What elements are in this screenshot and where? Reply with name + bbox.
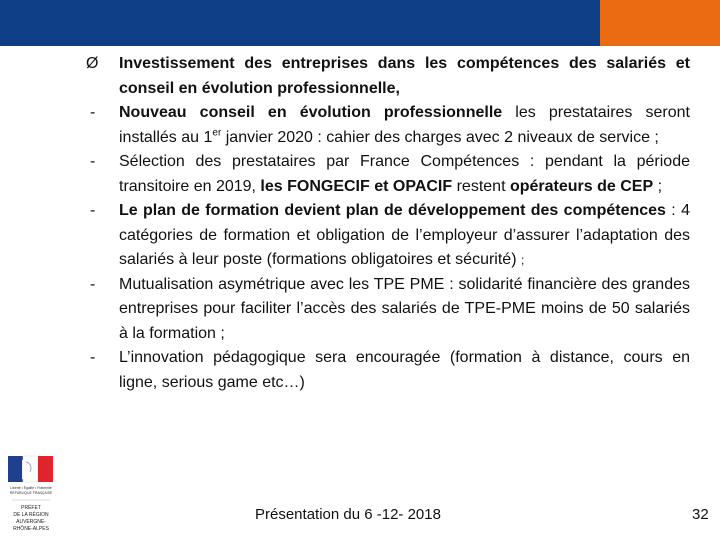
list-item [84, 273, 690, 347]
list-item [84, 346, 690, 395]
item-text: Sélection des prestataires par France Compétences : pendant la période transitoire en 2019, [119, 153, 690, 195]
item-bold: Le plan de formation devient plan de développement des compétences [119, 202, 666, 219]
item-sup: er [212, 127, 222, 139]
item-text: : 4 catégories de formation et obligation de l’employeur d’assurer l’adaptation des salariés à leur poste (formations obligatoires et sécurité) [119, 202, 690, 268]
logo-region: DE LA RÉGION [13, 512, 49, 518]
footer-text: Présentation du 6 -12- 2018 [255, 506, 441, 523]
item-bold: Nouveau conseil en évolution professionnelle [119, 104, 503, 121]
item-text: restent [452, 177, 510, 195]
item-text: janvier 2020 : cahier des charges avec 2 niveaux de service ; [221, 128, 659, 146]
dash-bullet: - [90, 202, 96, 219]
logo-republique: RÉPUBLIQUE FRANÇAISE [9, 491, 53, 495]
arrow-bullet-icon: Ø [86, 55, 99, 72]
item-text: les prestataires seront installés au 1 [119, 104, 691, 146]
list-item [84, 199, 690, 273]
page-number: 32 [692, 506, 709, 523]
heading-text: Investissement des entreprises dans les compétences des salariés et conseil en évolution professionnelle, [119, 55, 690, 97]
header-bar-blue [0, 0, 600, 46]
logo-prefet: PRÉFET [21, 505, 41, 511]
marianne-logo-icon [4, 452, 66, 538]
dash-bullet: - [90, 275, 96, 293]
item-bold: opérateurs de CEP [509, 177, 654, 195]
list-item [84, 150, 690, 199]
list-item [84, 101, 690, 150]
dash-bullet: - [90, 104, 96, 121]
item-text: ; [653, 177, 663, 195]
item-bold: les FONGECIF et OPACIF [260, 177, 453, 195]
dash-bullet: - [90, 153, 96, 170]
logo-auvergne: AUVERGNE- [16, 519, 46, 525]
dash-bullet: - [90, 349, 96, 366]
item-text: Mutualisation asymétrique avec les TPE PME : solidarité financière des grandes entreprises pour faciliter l’accès des salariés de TPE-PME moins de 50 salariés à la formation ; [119, 275, 690, 342]
logo-rhone-alpes: RHÔNE-ALPES [13, 526, 49, 532]
slide-content [84, 52, 690, 395]
header-bar-orange [600, 0, 720, 46]
item-text-small: ; [520, 253, 525, 267]
logo-motto: Liberté • Égalité • Fraternité [10, 486, 52, 490]
heading-item [84, 52, 690, 101]
item-text: L’innovation pédagogique sera encouragée (formation à distance, cours en ligne, serious game etc…) [119, 349, 690, 391]
